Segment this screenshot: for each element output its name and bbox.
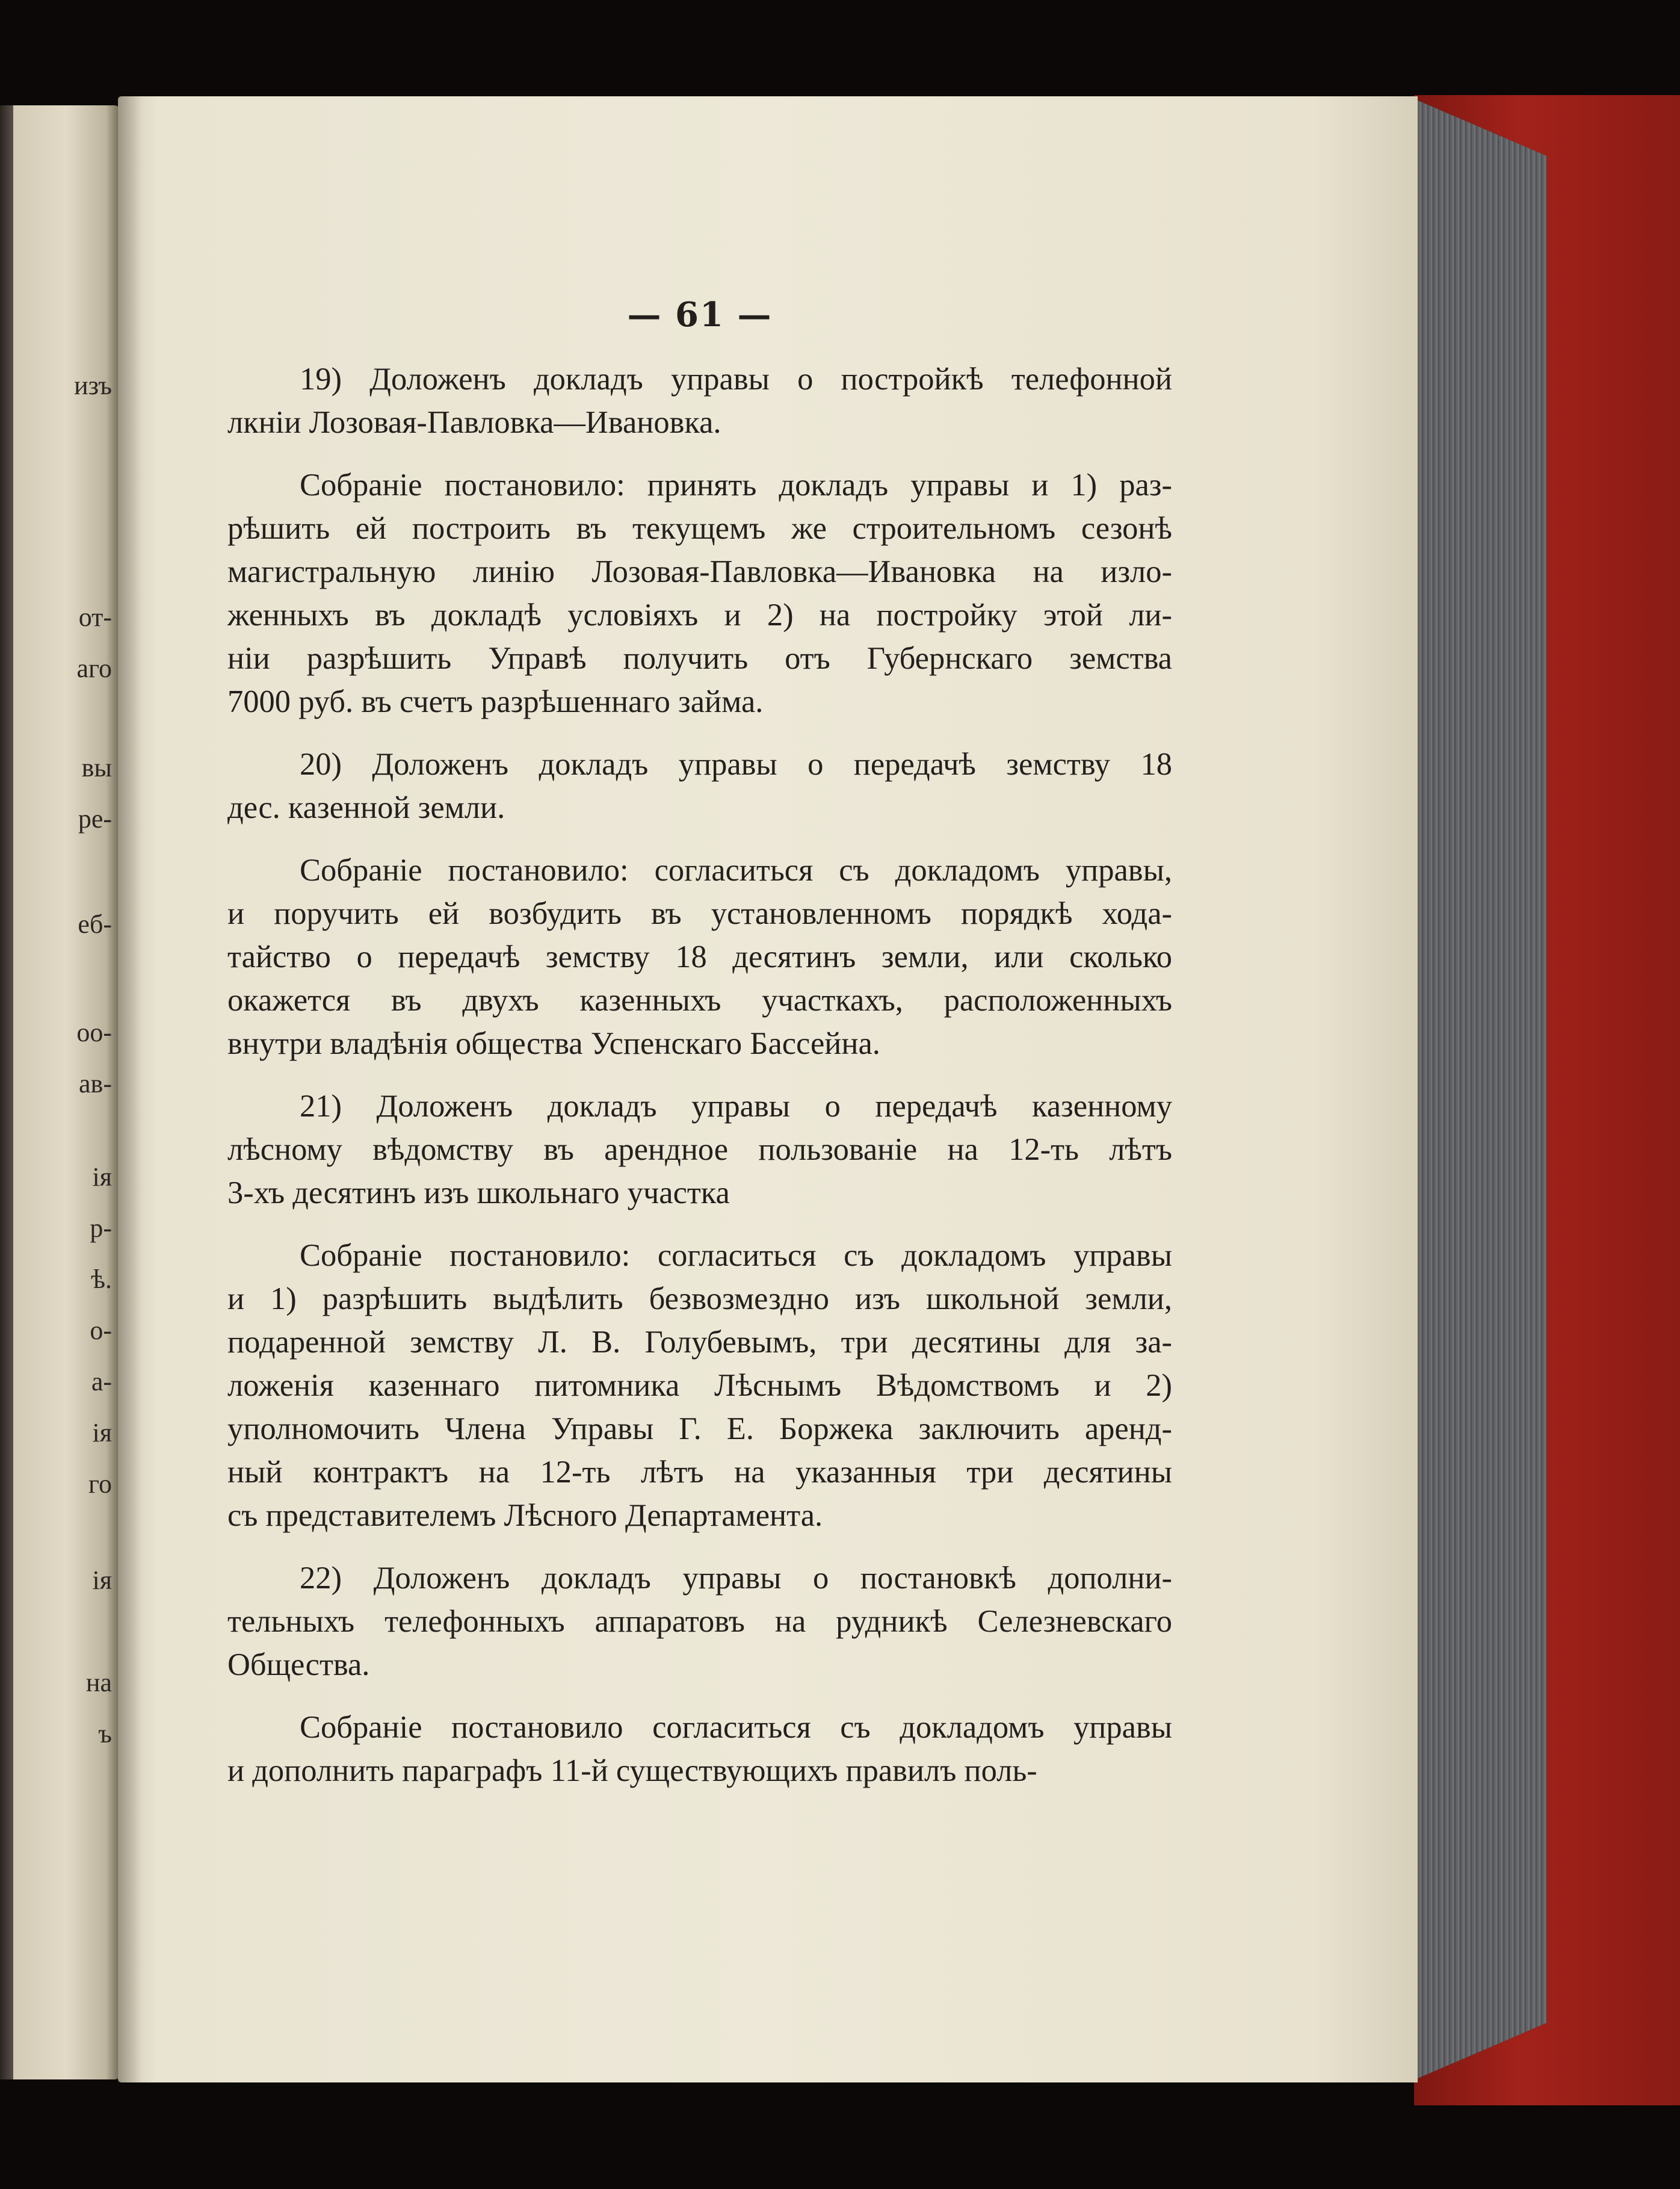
text-line: Собраніе постановило: согласиться съ докладомъ управы xyxy=(300,1238,1172,1273)
facing-page-fragment: вы xyxy=(81,753,112,782)
facing-page-text-fragments xyxy=(0,105,120,2079)
text-line: Собраніе постановило согласиться съ докладомъ управы xyxy=(300,1710,1172,1745)
facing-page-left xyxy=(0,105,120,2079)
text-line: окажется въ двухъ казенныхъ участкахъ, расположенныхъ xyxy=(227,983,1172,1018)
facing-page-fragment: на xyxy=(85,1668,112,1697)
paragraph xyxy=(227,1085,1172,1215)
text-line: тельныхъ телефонныхъ аппаратовъ на рудникѣ Селезневскаго xyxy=(227,1604,1172,1639)
text-line: Общества. xyxy=(227,1647,370,1682)
text-line: съ представителемъ Лѣсного Департамента. xyxy=(227,1498,823,1533)
text-line: 7000 руб. въ счетъ разрѣшеннаго займа. xyxy=(227,684,764,719)
facing-page-fragment: о- xyxy=(90,1316,112,1345)
text-line: Собраніе постановило: принять докладъ управы и 1) раз- xyxy=(300,468,1172,503)
facing-page-fragment: ія xyxy=(92,1162,112,1192)
text-line: магистральную линію Лозовая-Павловка—Ивановка на изло- xyxy=(227,554,1172,589)
text-line: ложенія казеннаго питомника Лѣснымъ Вѣдомствомъ и 2) xyxy=(227,1368,1172,1403)
text-line: ный контрактъ на 12-ть лѣтъ на указанныя три десятины xyxy=(227,1455,1172,1490)
paragraph xyxy=(227,849,1172,1065)
facing-page-fragment: ія xyxy=(92,1565,112,1595)
text-line: 19) Доложенъ докладъ управы о постройкѣ телефонной xyxy=(300,362,1172,397)
paragraph xyxy=(227,1706,1172,1792)
text-line: и поручить ей возбудить въ установленномъ порядкѣ хода- xyxy=(227,896,1172,931)
text-line: подаренной земству Л. В. Голубевымъ, три десятины для за- xyxy=(227,1325,1172,1360)
text-line: рѣшить ей построить въ текущемъ же строительномъ сезонѣ xyxy=(227,511,1172,546)
page-text xyxy=(227,295,1172,1812)
facing-page-fragment: от- xyxy=(78,602,112,632)
text-line: внутри владѣнія общества Успенскаго Бассейна. xyxy=(227,1026,880,1061)
text-line: лкніи Лозовая-Павловка—Ивановка. xyxy=(227,405,721,440)
facing-page-fragment: а- xyxy=(91,1367,112,1396)
text-line: 21) Доложенъ докладъ управы о передачѣ казенному xyxy=(300,1089,1172,1124)
facing-page-fragment: ѣ. xyxy=(91,1265,112,1294)
text-line: и дополнить параграфъ 11-й существующихъ правилъ поль- xyxy=(227,1753,1037,1788)
left-binding-edge xyxy=(0,105,13,2079)
facing-page-fragment: аго xyxy=(76,654,112,683)
facing-page-fragment: изъ xyxy=(74,371,112,400)
paragraph xyxy=(227,358,1172,444)
gutter-shadow xyxy=(118,96,142,2082)
facing-page-fragment: ав- xyxy=(79,1069,112,1098)
text-line: и 1) разрѣшить выдѣлить безвозмездно изъ школьной земли, xyxy=(227,1281,1172,1316)
text-line: лѣсному вѣдомству въ арендное пользованіе на 12-ть лѣтъ xyxy=(227,1132,1172,1167)
paragraph xyxy=(227,463,1172,723)
page-block-edges xyxy=(1408,96,1546,2082)
paragraphs xyxy=(227,358,1172,1792)
facing-page-fragment: ія xyxy=(92,1418,112,1447)
text-line: 20) Доложенъ докладъ управы о передачѣ земству 18 xyxy=(300,747,1172,782)
paragraph xyxy=(227,1556,1172,1686)
facing-page-fragment: го xyxy=(88,1469,112,1499)
paragraph xyxy=(227,1234,1172,1537)
text-line: уполномочить Члена Управы Г. Е. Боржека заключить аренд- xyxy=(227,1411,1172,1446)
facing-page-fragment: оо- xyxy=(76,1018,112,1047)
facing-page-fragment: еб- xyxy=(78,909,112,939)
paragraph xyxy=(227,743,1172,829)
facing-page-fragment: ре- xyxy=(78,804,112,834)
text-line: 22) Доложенъ докладъ управы о постановкѣ дополни- xyxy=(300,1561,1172,1596)
text-line: женныхъ въ докладѣ условіяхъ и 2) на постройку этой ли- xyxy=(227,598,1172,633)
text-line: ніи разрѣшить Управѣ получить отъ Губернскаго земства xyxy=(227,641,1172,676)
text-line: Собраніе постановило: согласиться съ докладомъ управы, xyxy=(300,853,1172,888)
facing-page-fragment: р- xyxy=(90,1213,112,1243)
text-line: 3-хъ десятинъ изъ школьнаго участка xyxy=(227,1175,730,1210)
text-line: дес. казенной земли. xyxy=(227,790,505,825)
facing-page-fragment: ъ xyxy=(98,1719,112,1748)
text-line: тайство о передачѣ земству 18 десятинъ земли, или сколько xyxy=(227,940,1172,974)
page-number: — 61 — xyxy=(627,295,773,335)
